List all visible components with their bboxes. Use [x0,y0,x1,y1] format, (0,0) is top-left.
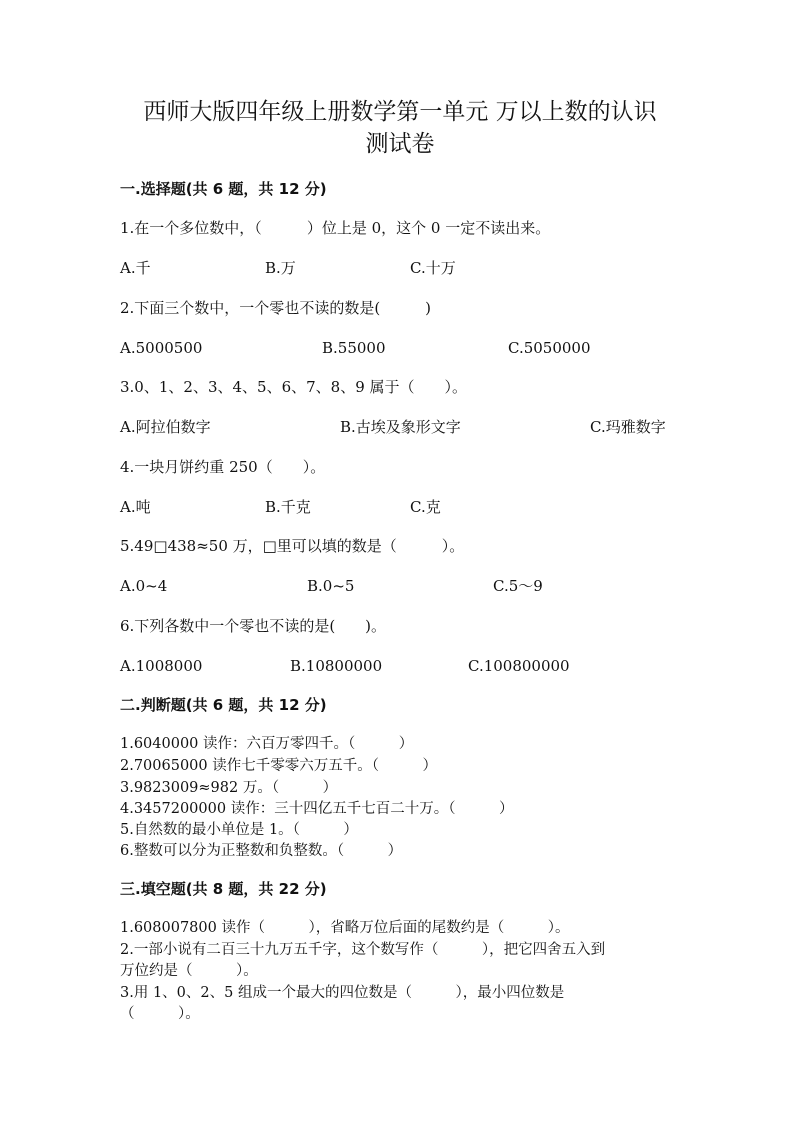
option-c: C.玛雅数字 [590,418,666,436]
option-b: B.万 [265,259,296,277]
page-title: 西师大版四年级上册数学第一单元 万以上数的认识 [143,99,657,125]
fill-line: （ ）。 [120,1006,200,1022]
option-a: A.1008000 [120,657,203,675]
question-stem: 4.一块月饼约重 250（ ）。 [120,458,326,476]
option-b: B.10800000 [290,657,383,675]
question-stem: 6.下列各数中一个零也不读的是( )。 [120,617,387,635]
section-heading-fill: 三.填空题(共 8 题，共 22 分) [120,880,327,898]
option-c: C.5050000 [508,339,591,357]
page-title-continued: 测试卷 [365,131,435,157]
fill-line: 1.608007800 读作（ ），省略万位后面的尾数约是（ ）。 [120,920,570,936]
option-a: A.阿拉伯数字 [120,418,211,436]
judge-item: 4.3457200000 读作：三十四亿五千七百二十万。（ ） [120,801,514,817]
fill-line: 3.用 1、0、2、5 组成一个最大的四位数是（ ），最小四位数是 [120,985,565,1001]
option-c: C.十万 [410,259,456,277]
judge-item: 2.70065000 读作七千零零六万五千。（ ） [120,758,437,774]
option-b: B.古埃及象形文字 [340,418,461,436]
option-a: A.千 [120,259,151,277]
judge-item: 3.9823009≈982 万。（ ） [120,780,338,796]
question-stem: 2.下面三个数中，一个零也不读的数是( ) [120,299,432,317]
option-c: C.100800000 [468,657,570,675]
judge-item: 1.6040000 读作：六百万零四千。（ ） [120,736,414,752]
option-c: C.5～9 [493,577,543,595]
judge-item: 6.整数可以分为正整数和负整数。（ ） [120,843,403,859]
section-heading-choice: 一.选择题(共 6 题，共 12 分) [120,180,327,198]
option-a: A.吨 [120,498,151,516]
option-b: B.55000 [322,339,386,357]
option-c: C.克 [410,498,441,516]
fill-line: 2.一部小说有二百三十九万五千字，这个数写作（ ），把它四舍五入到 [120,942,606,958]
question-stem: 3.0、1、2、3、4、5、6、7、8、9 属于（ ）。 [120,378,468,396]
question-stem: 1.在一个多位数中，（ ）位上是 0，这个 0 一定不读出来。 [120,219,551,237]
fill-line: 万位约是（ ）。 [120,963,258,979]
section-heading-judge: 二.判断题(共 6 题，共 12 分) [120,696,327,714]
option-b: B.千克 [265,498,311,516]
judge-item: 5.自然数的最小单位是 1。（ ） [120,822,358,838]
option-a: A.5000500 [120,339,203,357]
question-stem: 5.49□438≈50 万，□里可以填的数是（ ）。 [120,537,465,555]
option-b: B.0~5 [307,577,355,595]
option-a: A.0~4 [120,577,168,595]
